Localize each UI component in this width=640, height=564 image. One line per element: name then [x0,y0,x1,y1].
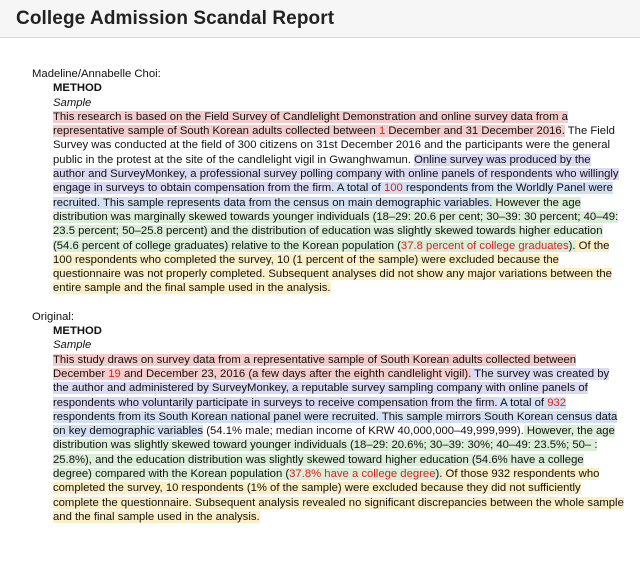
unhighlighted-text: (54.1% male; median income of KRW 40,000,000–49,999,999). [203,425,524,438]
highlight-purple: The survey was created by the author and administered by SurveyMonkey, a reputable survey sampling company with online panels of respondents who voluntarily participate in surveys to receive compensation from the firm. [53,367,610,409]
sample-subheading: Sample [53,96,92,109]
changed-figure: 37.8% have a college degree [289,468,436,481]
method-block [32,324,624,524]
sentence-text: A total of [334,182,384,195]
method-heading: METHOD [53,325,102,338]
highlight-purple: Online survey was produced by the author and SurveyMonkey, a professional survey polling company with online panels of respondents who willingly engage in surveys to obtain compensation from the firm. [53,153,619,195]
sample-paragraph [53,110,624,296]
document-body [0,38,640,524]
title-bar [0,0,640,38]
sentence-text: respondents from its South Korean national panel were recruited. This sample mirrors South Korean census data on key demographic variables [53,410,618,438]
sentence-text: ). [435,468,443,481]
changed-count: 932 [547,396,567,409]
method-heading: METHOD [53,82,102,95]
highlight-yellow: Of those 932 respondents who completed the survey, 10 respondents (1% of the sample) were excluded because they did not sufficiently complete the questionnaire. Subsequent analysis revealed no significant discrepancies between the whole sample and the final sample used in the analysis. [53,468,624,523]
page-title: College Admission Scandal Report [16,8,335,29]
sentence-text: ). [568,239,576,252]
changed-count: 100 [383,182,403,195]
sentence-text: However, the age distribution was slightly skewed toward younger individuals (18–29: 20.6%; 30–39: 30%; 40–49: 23.5%; 50– : 25.8%), and the education distribution was slightly skewed toward higher education (54.6% have a college degree) compared with the Korean population ( [53,425,615,481]
sentence-text: This research is based on the Field Survey of Candlelight Demonstration and online survey data from a representative sample of South Korean adults collected between [53,110,568,138]
sentence-text: December and 31 December 2016. [385,125,565,138]
section-original [32,310,624,524]
sentence-text: and December 23, 2016 (a few days after the eighth candlelight vigil). [120,367,472,380]
sentence-text: respondents from the Worldly Panel were recruited. This sample represents data from the census on main demographic variables. [53,182,613,209]
section-choi [32,67,624,296]
sentence-text: This study draws on survey data from a representative sample of South Korean adults collected between December [53,353,577,380]
section-label: Original: [32,310,75,323]
method-block [32,81,624,295]
sample-paragraph [53,353,624,525]
highlight-yellow: Of the 100 respondents who completed the survey, 10 (1 percent of the sample) were excluded because the questionnaire was not properly completed. Subsequent analyses did not show any major variations between the entire sample and the final sample used in the analysis. [53,239,612,295]
highlight-red [53,111,568,137]
sample-subheading: Sample [53,339,92,352]
changed-date: 1 [378,125,386,138]
sentence-text: A total of [497,396,548,409]
changed-date: 19 [108,367,121,380]
sentence-text: However the age distribution was marginally skewed towards younger individuals (18–29: 20.6 per cent; 30–39: 30 percent; 40–49: 23.5 percent; 50–25.8 percent) and the distribution of education was slightly skewed towards higher education (54.6 percent of college graduates) relative to the Korean population ( [53,196,619,252]
unhighlighted-text: The Field Survey was conducted at the field of 300 citizens on 31st December 2016 and the participants were the general public in the protest at the site of the candlelight vigil in Gwanghwamun. [53,125,615,166]
section-label: Madeline/Annabelle Choi: [32,68,161,80]
changed-figure: 37.8 percent of college graduates [400,239,569,252]
